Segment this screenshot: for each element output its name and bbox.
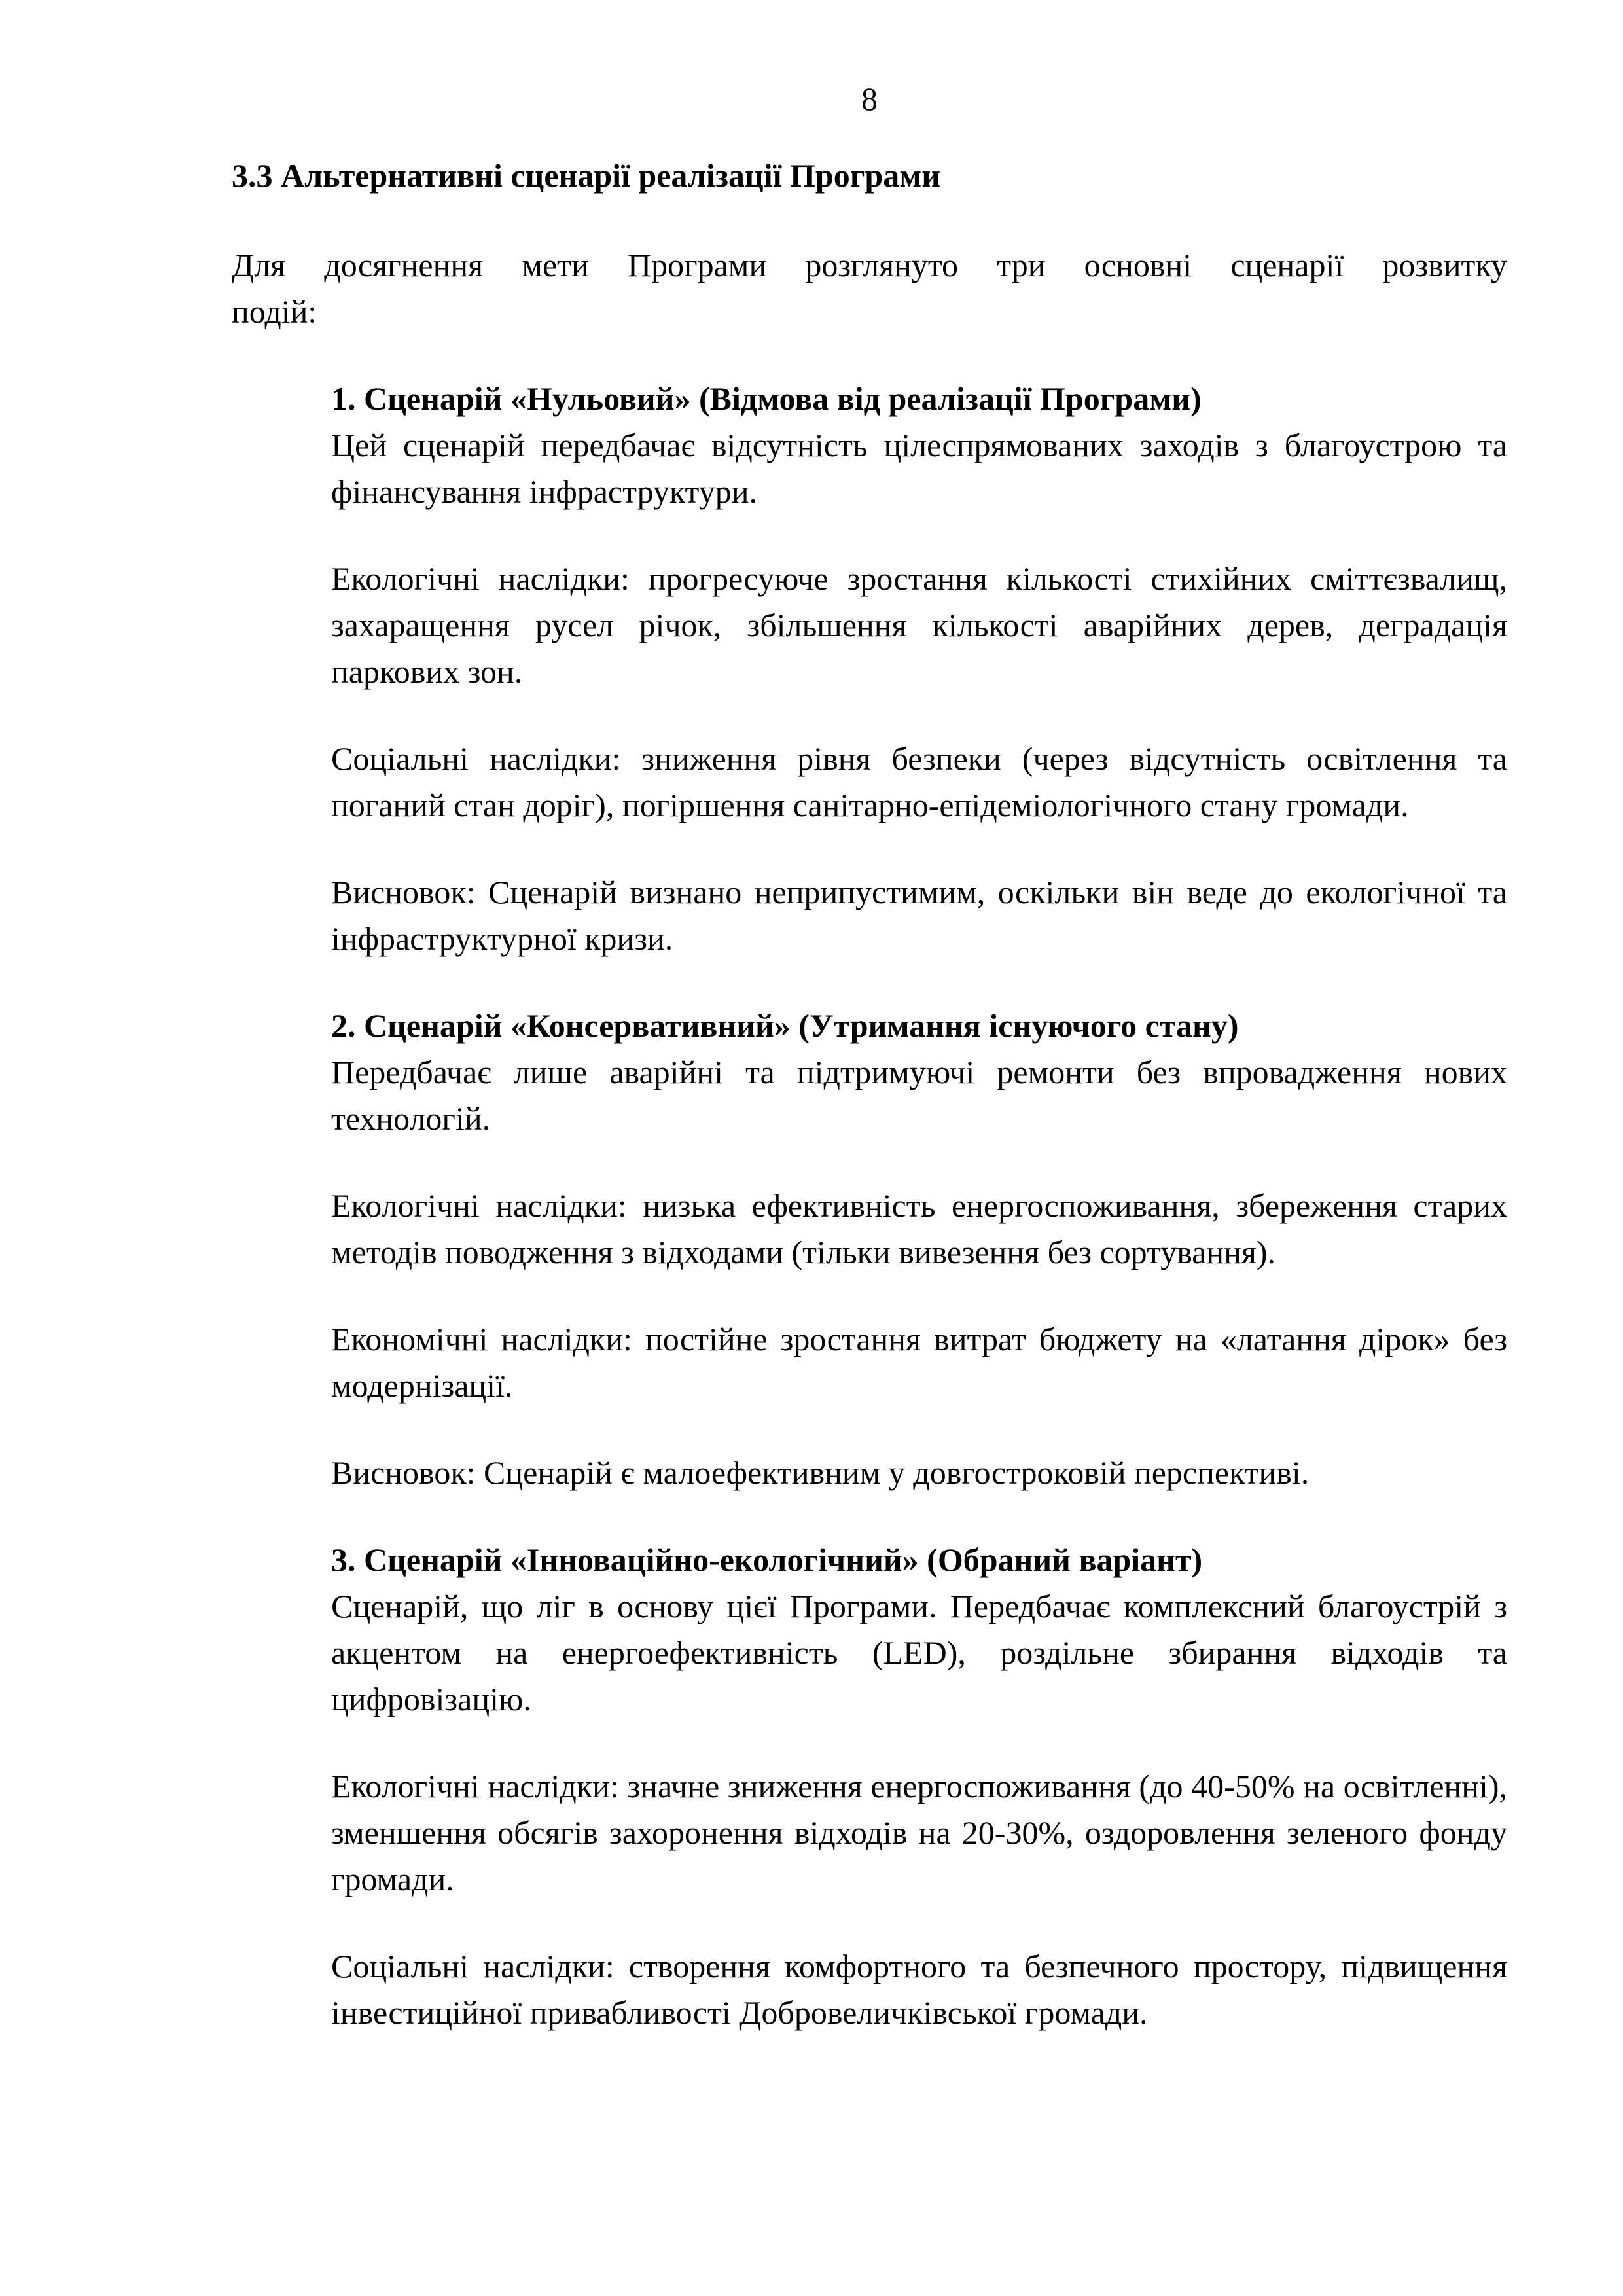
scenario-1-social-consequences: Соціальні наслідки: зниження рівня безпеки (через відсутність освітлення та поганий стан доріг), погіршення санітарно-епідеміологічного стану громади. [331,740,1507,823]
scenario-3-ecological-consequences: Екологічні наслідки: значне зниження енергоспоживання (до 40-50% на освітленні), зменшення обсягів захоронення відходів на 20-30%, оздоровлення зеленого фонду громади. [331,1768,1507,1897]
scenarios-block [331,376,1507,2036]
scenario-2-ecological-consequences: Екологічні наслідки: низька ефективність енергоспоживання, збереження старих методів поводження з відходами (тільки вивезення без сортування). [331,1187,1507,1270]
intro-line-1: Для досягнення мети Програми розглянуто три основні сценарії розвитку [232,247,1507,283]
scenario-1-conclusion: Висновок: Сценарій визнано неприпустимим, оскільки він веде до екологічної та інфраструктурної кризи. [331,874,1507,957]
scenario-1-ecological-consequences: Екологічні наслідки: прогресуюче зростання кількості стихійних сміттєзвалищ, захаращення русел річок, збільшення кількості аварійних дерев, деградація паркових зон. [331,560,1507,690]
scenario-3-intro-paragraph: Сценарій, що ліг в основу цієї Програми. Передбачає комплексний благоустрій з акцентом на енергоефективність (LED), роздільне збирання відходів та цифровізацію. [331,1588,1507,1717]
scenario-2-economic-consequences: Економічні наслідки: постійне зростання витрат бюджету на «латання дірок» без модернізації. [331,1321,1507,1404]
page-number: 8 [861,81,878,117]
scenario-2-intro-paragraph: Передбачає лише аварійні та підтримуючі ремонти без впровадження нових технологій. [331,1054,1507,1137]
section-heading: 3.3 Альтернативні сценарії реалізації Програми [232,157,941,194]
scenario-2-conclusion: Висновок: Сценарій є малоефективним у довгостроковій перспективі. [331,1454,1310,1491]
scenario-2-title: 2. Сценарій «Консервативний» (Утримання існуючого стану) [331,1007,1239,1044]
scenario-3-social-consequences: Соціальні наслідки: створення комфортного та безпечного простору, підвищення інвестиційної привабливості Добровеличківської громади. [331,1948,1507,2031]
scenario-1-intro-paragraph: Цей сценарій передбачає відсутність цілеспрямованих заходів з благоустрою та фінансування інфраструктури. [331,427,1507,510]
intro-line-2: подій: [232,293,317,330]
intro-paragraph [232,242,1507,335]
scenario-1-title: 1. Сценарій «Нульовий» (Відмова від реалізації Програми) [331,380,1202,417]
scenario-3-title: 3. Сценарій «Інноваційно-екологічний» (Обраний варіант) [331,1541,1203,1578]
